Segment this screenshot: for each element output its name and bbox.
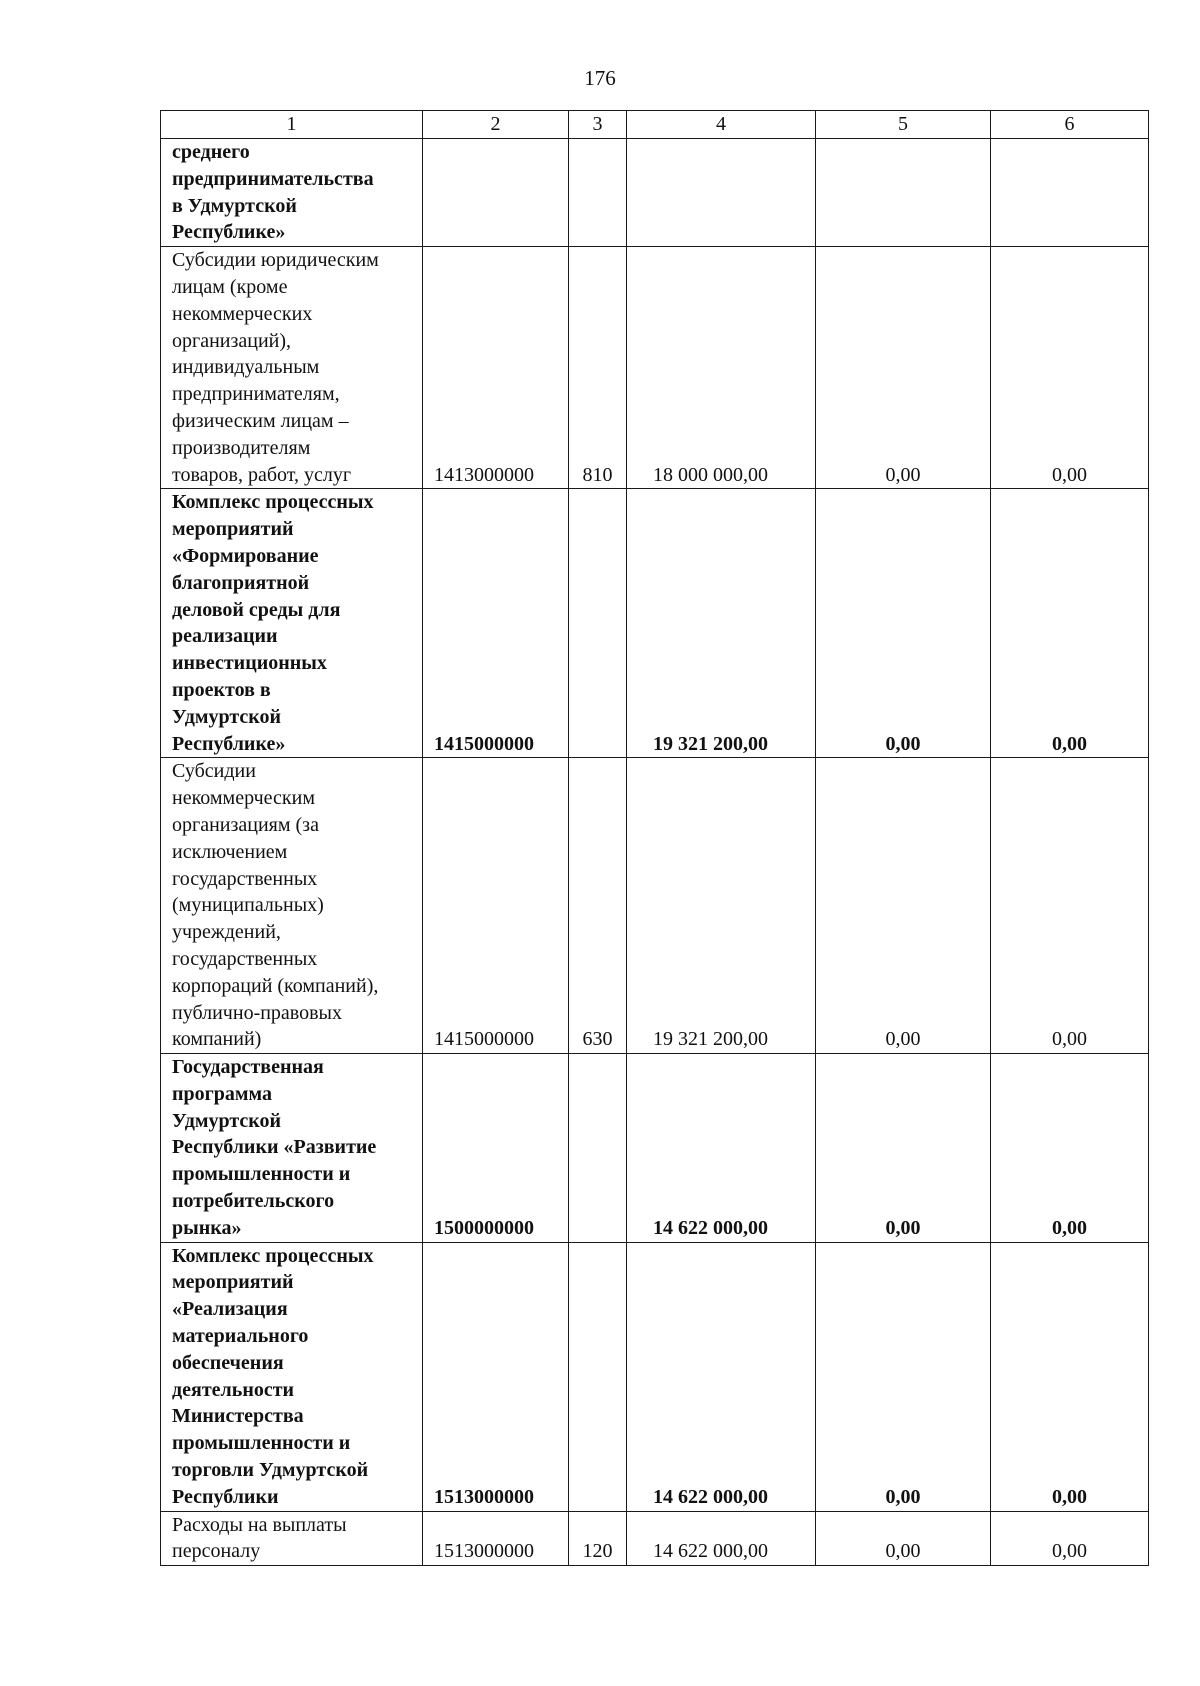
column-header: 6 bbox=[991, 111, 1149, 139]
column-5-cell: 0,00 bbox=[816, 1054, 991, 1243]
row-description bbox=[161, 1054, 423, 1243]
budget-code-cell: 1500000000 bbox=[423, 1054, 569, 1243]
budget-code-cell: 1513000000 bbox=[423, 1242, 569, 1511]
amount-cell bbox=[627, 139, 816, 247]
budget-code-cell: 1415000000 bbox=[423, 489, 569, 758]
column-6-cell: 0,00 bbox=[991, 489, 1149, 758]
expense-type-cell bbox=[569, 139, 627, 247]
description-line: организаций), bbox=[172, 329, 292, 352]
table-header-row bbox=[161, 111, 1149, 139]
description-line: государственных bbox=[172, 867, 318, 890]
description-line: в Удмуртской bbox=[172, 194, 297, 217]
description-line: Субсидии bbox=[172, 760, 256, 783]
amount-cell: 14 622 000,00 bbox=[627, 1511, 816, 1566]
column-header: 1 bbox=[161, 111, 423, 139]
budget-code-cell: 1413000000 bbox=[423, 247, 569, 489]
expense-type-cell bbox=[569, 1054, 627, 1243]
description-line: обеспечения bbox=[172, 1351, 284, 1374]
description-line: персоналу bbox=[172, 1540, 261, 1563]
description-line: некоммерческих bbox=[172, 302, 313, 325]
description-line: Расходы на выплаты bbox=[172, 1513, 347, 1536]
row-description bbox=[161, 758, 423, 1054]
description-line: Республики bbox=[172, 1485, 279, 1508]
description-line: благоприятной bbox=[172, 571, 310, 594]
table-row bbox=[161, 1054, 1149, 1243]
description-line: деловой среды для bbox=[172, 598, 341, 621]
description-line: Республике» bbox=[172, 732, 286, 755]
description-line: реализации bbox=[172, 625, 278, 648]
table-row bbox=[161, 758, 1149, 1054]
description-line: проектов в bbox=[172, 678, 271, 701]
table-row bbox=[161, 139, 1149, 247]
description-line: некоммерческим bbox=[172, 787, 315, 810]
table-row bbox=[161, 247, 1149, 489]
description-line: Удмуртской bbox=[172, 1109, 282, 1132]
description-line: деятельности bbox=[172, 1378, 295, 1401]
description-line: рынка» bbox=[172, 1216, 242, 1239]
column-header: 5 bbox=[816, 111, 991, 139]
description-line: публично-правовых bbox=[172, 1001, 342, 1024]
description-line: Республики «Развитие bbox=[172, 1136, 377, 1159]
row-description bbox=[161, 489, 423, 758]
description-line: промышленности и bbox=[172, 1163, 351, 1186]
budget-code-cell: 1513000000 bbox=[423, 1511, 569, 1566]
amount-cell: 14 622 000,00 bbox=[627, 1054, 816, 1243]
expense-type-cell: 630 bbox=[569, 758, 627, 1054]
description-line: предпринимательства bbox=[172, 167, 374, 190]
row-description bbox=[161, 1242, 423, 1511]
column-6-cell: 0,00 bbox=[991, 758, 1149, 1054]
description-line: производителям bbox=[172, 436, 311, 459]
description-line: «Формирование bbox=[172, 544, 319, 567]
description-line: корпораций (компаний), bbox=[172, 974, 379, 997]
description-line: Министерства bbox=[172, 1405, 304, 1428]
description-line: мероприятий bbox=[172, 1271, 294, 1294]
description-line: Государственная bbox=[172, 1056, 324, 1079]
description-line: физическим лицам – bbox=[172, 409, 349, 432]
row-description bbox=[161, 1511, 423, 1566]
table-row bbox=[161, 1242, 1149, 1511]
column-6-cell: 0,00 bbox=[991, 1054, 1149, 1243]
budget-code-cell bbox=[423, 139, 569, 247]
description-line: индивидуальным bbox=[172, 356, 320, 379]
description-line: потребительского bbox=[172, 1190, 335, 1213]
expense-type-cell: 120 bbox=[569, 1511, 627, 1566]
description-line: «Реализация bbox=[172, 1298, 288, 1321]
column-5-cell: 0,00 bbox=[816, 489, 991, 758]
column-5-cell: 0,00 bbox=[816, 1511, 991, 1566]
row-description bbox=[161, 139, 423, 247]
description-line: товаров, работ, услуг bbox=[172, 463, 352, 486]
expense-type-cell: 810 bbox=[569, 247, 627, 489]
description-line: Комплекс процессных bbox=[172, 491, 374, 514]
table-row bbox=[161, 489, 1149, 758]
page-number: 176 bbox=[584, 66, 616, 90]
description-line: учреждений, bbox=[172, 921, 281, 944]
amount-cell: 14 622 000,00 bbox=[627, 1242, 816, 1511]
row-description bbox=[161, 247, 423, 489]
amount-cell: 19 321 200,00 bbox=[627, 489, 816, 758]
description-line: программа bbox=[172, 1082, 272, 1105]
description-line: инвестиционных bbox=[172, 652, 327, 675]
column-6-cell: 0,00 bbox=[991, 1511, 1149, 1566]
amount-cell: 19 321 200,00 bbox=[627, 758, 816, 1054]
table-row bbox=[161, 1511, 1149, 1566]
column-6-cell bbox=[991, 139, 1149, 247]
description-line: Комплекс процессных bbox=[172, 1244, 374, 1267]
column-6-cell: 0,00 bbox=[991, 1242, 1149, 1511]
column-5-cell: 0,00 bbox=[816, 758, 991, 1054]
description-line: мероприятий bbox=[172, 518, 294, 541]
description-line: среднего bbox=[172, 141, 250, 163]
amount-cell: 18 000 000,00 bbox=[627, 247, 816, 489]
description-line: Субсидии юридическим bbox=[172, 249, 379, 272]
budget-table bbox=[160, 110, 1149, 1566]
column-header: 2 bbox=[423, 111, 569, 139]
description-line: промышленности и bbox=[172, 1432, 351, 1455]
description-line: предпринимателям, bbox=[172, 383, 340, 406]
expense-type-cell bbox=[569, 489, 627, 758]
description-line: Удмуртской bbox=[172, 705, 282, 728]
column-5-cell bbox=[816, 139, 991, 247]
column-5-cell: 0,00 bbox=[816, 247, 991, 489]
column-header: 4 bbox=[627, 111, 816, 139]
budget-code-cell: 1415000000 bbox=[423, 758, 569, 1054]
description-line: торговли Удмуртской bbox=[172, 1459, 369, 1482]
expense-type-cell bbox=[569, 1242, 627, 1511]
column-6-cell: 0,00 bbox=[991, 247, 1149, 489]
column-header: 3 bbox=[569, 111, 627, 139]
description-line: государственных bbox=[172, 947, 318, 970]
description-line: материального bbox=[172, 1325, 309, 1348]
description-line: Республике» bbox=[172, 221, 286, 244]
column-5-cell: 0,00 bbox=[816, 1242, 991, 1511]
description-line: лицам (кроме bbox=[172, 275, 288, 298]
description-line: организациям (за bbox=[172, 813, 319, 836]
description-line: (муниципальных) bbox=[172, 894, 324, 917]
description-line: компаний) bbox=[172, 1028, 262, 1051]
description-line: исключением bbox=[172, 840, 288, 863]
